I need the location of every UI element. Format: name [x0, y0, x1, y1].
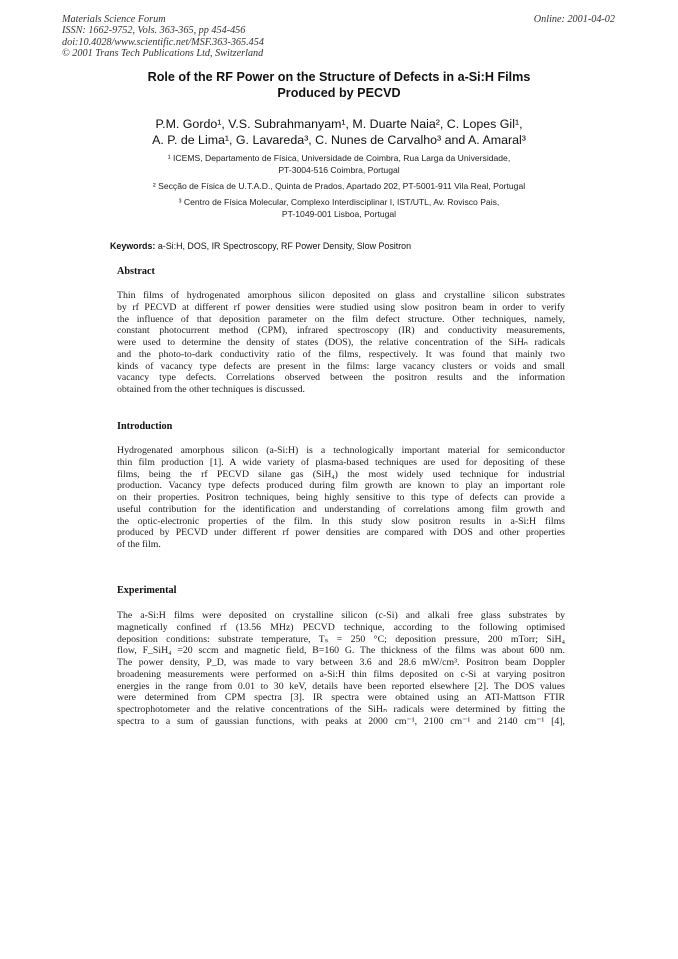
affiliation-2 [90, 181, 588, 193]
keywords-text: a-Si:H, DOS, IR Spectroscopy, RF Power Density, Slow Positron [157, 241, 412, 251]
text-line: on their properties. Positron techniques, being highly sensitive to this type of defects can provide a [117, 492, 565, 503]
text-line: thin film production [1]. A wide variety of plasma-based techniques are used for depositing of these [117, 456, 565, 468]
text-line: constant photocurrent method (CPM), infrared spectroscopy (IR) and conductivity measurements, [117, 325, 565, 337]
introduction-heading: Introduction [117, 421, 173, 432]
author-list [90, 116, 588, 148]
text-line: produced by PECVD under different rf power densities are compared with DOS and other properties [117, 527, 565, 539]
keywords [110, 241, 411, 251]
text-line: the optic-electronic properties of the film. In this study slow positron results in a-Si:H films [117, 515, 565, 527]
copyright-line: © 2001 Trans Tech Publications Ltd, Switzerland [62, 48, 264, 60]
text-line: of the film. [117, 539, 161, 550]
text-line: The a-Si:H films were deposited on crystalline silicon (c-Si) and alkali free glass substrates by [117, 610, 565, 621]
keywords-label: Keywords: [110, 241, 156, 251]
introduction-body [117, 445, 565, 551]
abstract-body [117, 290, 565, 396]
text-line: the influence of that deposition parameter on the film defect structure. Other techniques, namely, [117, 313, 565, 325]
journal-header [62, 14, 264, 60]
affiliation-3 [90, 197, 588, 220]
experimental-heading: Experimental [117, 585, 177, 596]
text-line: were determined from CPM spectra [3]. IR spectra were obtained using an ATI-Mattson FTIR [117, 692, 565, 704]
text-line: kinds of vacancy type defects are present in the films: large vacancy clusters or voids and small [117, 360, 565, 372]
text-line: energies in the range from 0.01 to 30 keV, details have been reported elsewhere [2]. The DOS values [117, 680, 565, 692]
journal-name: Materials Science Forum [62, 14, 166, 25]
text-line: spectra to a sum of gaussian functions, with peaks at 2000 cm⁻¹, 2100 cm⁻¹ and 2140 cm⁻¹ [4], [117, 715, 565, 727]
authors-line-2: A. P. de Lima¹, G. Lavareda³, C. Nunes de Carvalho³ and A. Amaral³ [152, 133, 526, 147]
text-line: Thin films of hydrogenated amorphous silicon deposited on glass and crystalline silicon substrates [117, 290, 565, 301]
text-line: spectrophotometer and the relative concentrations of the SiHₙ radicals were determined by fitting the [117, 704, 565, 715]
text-line: deposition conditions: substrate temperature, Tₛ = 250 °C; deposition pressure, 200 mTorr; SiH₄ [117, 633, 565, 645]
online-date: Online: 2001-04-02 [533, 14, 615, 25]
text-line: Hydrogenated amorphous silicon (a-Si:H) is a technologically important material for semiconductor [117, 445, 565, 456]
text-line: by rf PECVD at different rf power densities were studied using slow positron beam in order to verify [117, 301, 565, 313]
text-line: and the photo-to-dark conductivity ratio of the films, respectively. It was found that mainly two [117, 348, 565, 360]
affiliation-1-line-1: ¹ ICEMS, Departamento de Física, Universidade de Coimbra, Rua Larga da Universidade, [167, 153, 511, 163]
text-line: vacancy type defects. Correlations observed between the positron results and the information [117, 372, 565, 384]
text-line: were used to determine the density of states (DOS), the relative concentration of the SiHₙ radicals [117, 337, 565, 348]
text-line: magnetically confined rf (13.56 MHz) PECVD technique, according to the following optimised [117, 621, 565, 633]
text-line: production. Vacancy type defects produced during film growth are known to play an important role [117, 480, 565, 492]
experimental-body [117, 610, 565, 728]
issn-line: ISSN: 1662-9752, Vols. 363-365, pp 454-456 [62, 25, 246, 37]
title-line-1: Role of the RF Power on the Structure of Defects in a-Si:H Films [147, 70, 531, 84]
doi-line[interactable]: doi:10.4028/www.scientific.net/MSF.363-365.454 [62, 36, 264, 48]
affiliation-1 [90, 153, 588, 176]
text-line: flow, F_SiH₄ =20 sccm and magnetic field, B=160 G. The thickness of the films was about 600 nm. [117, 645, 565, 657]
affiliation-1-line-2: PT-3004-516 Coimbra, Portugal [278, 164, 400, 175]
abstract-heading: Abstract [117, 266, 155, 277]
text-line: The power density, P_D, was made to vary between 3.6 and 28.6 mW/cm³. Positron beam Doppler [117, 657, 565, 668]
paper-title [100, 69, 578, 101]
affiliation-3-line-1: ³ Centro de Física Molecular, Complexo Interdisciplinar I, IST/UTL, Av. Rovisco Pais, [178, 197, 500, 207]
text-line: useful contribution for the identification and understanding of correlations among film growth and [117, 503, 565, 515]
text-line: broadening measurements were performed on a-Si:H thin films deposited on c-Si at varying positron [117, 668, 565, 680]
text-line: obtained from the other techniques is discussed. [117, 384, 306, 395]
affiliation-2-line-1: ² Secção de Física de U.T.A.D., Quinta de Prados, Apartado 202, PT-5001-911 Vila Real, Portugal [152, 181, 526, 191]
affiliation-3-line-2: PT-1049-001 Lisboa, Portugal [281, 208, 397, 219]
authors-line-1: P.M. Gordo¹, V.S. Subrahmanyam¹, M. Duarte Naia², C. Lopes Gil¹, [155, 117, 523, 131]
text-line: films, being the rf PECVD silane gas (SiH₄) the most widely used technique for industrial [117, 468, 565, 480]
title-line-2: Produced by PECVD [277, 86, 401, 100]
